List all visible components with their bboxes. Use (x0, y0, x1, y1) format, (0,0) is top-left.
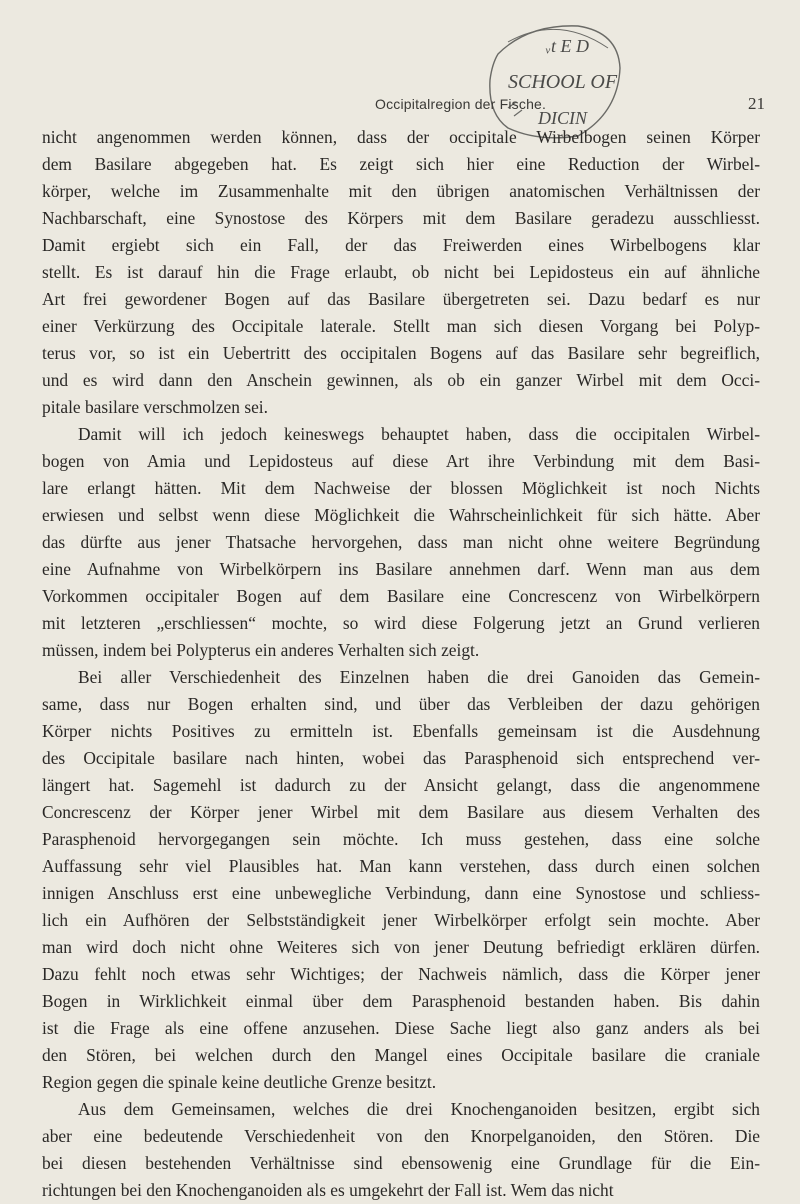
text-line: Concrescenz der Körper jener Wirbel mit dem Basilare aus diesem Verhalten des (42, 802, 760, 822)
text-line: Bei aller Verschiedenheit des Einzelnen haben die drei Ganoiden das Gemein- (78, 667, 760, 687)
stamp-line-3: DICIN (538, 108, 587, 128)
text-line: Körper nichts Positives zu ermitteln ist. Ebenfalls gemeinsam ist die Ausdehnung (42, 721, 760, 741)
text-line: mit letzteren „erschliessen“ mochte, so wird diese Folgerung jetzt an Grund verlieren (42, 613, 760, 633)
paragraph-p3 (42, 664, 760, 1096)
text-line: Dazu fehlt noch etwas sehr Wichtiges; der Nachweis nämlich, dass die Körper jener (42, 964, 760, 984)
text-line: stellt. Es ist darauf hin die Frage erlaubt, ob nicht bei Lepidosteus ein auf ähnliche (42, 262, 760, 282)
text-line: Nachbarschaft, eine Synostose des Körpers mit dem Basilare geradezu ausschliesst. (42, 208, 760, 228)
text-line: richtungen bei den Knochenganoiden als es umgekehrt der Fall ist. Wem das nicht (42, 1180, 614, 1200)
text-line: innigen Anschluss erst eine unbewegliche Verbindung, dann eine Synostose und schliess- (42, 883, 760, 903)
text-line: den Stören, bei welchen durch den Mangel eines Occipitale basilare die craniale (42, 1045, 760, 1065)
text-line: nicht angenommen werden können, dass der occipitale Wirbelbogen seinen Körper (42, 127, 760, 147)
stamp-line-1: ᵥt E D (546, 36, 590, 56)
text-line: lich ein Aufhören der Selbstständigkeit jener Wirbelkörper erfolgt sein mochte. Aber (42, 910, 760, 930)
text-line: Damit ergiebt sich ein Fall, der das Freiwerden eines Wirbelbogens klar (42, 235, 760, 255)
paragraph-p2 (42, 421, 760, 664)
text-line: eine Aufnahme von Wirbelkörpern ins Basilare annehmen darf. Wenn man aus dem (42, 559, 760, 579)
text-line: lare erlangt hätten. Mit dem Nachweise der blossen Möglichkeit ist noch Nichts (42, 478, 760, 498)
text-line: ist die Frage als eine offene anzusehen. Diese Sache liegt also ganz anders als bei (42, 1018, 760, 1038)
text-line: Bogen in Wirklichkeit einmal über dem Parasphenoid bestanden haben. Bis dahin (42, 991, 760, 1011)
text-line: des Occipitale basilare nach hinten, wobei das Parasphenoid sich entsprechend ver- (42, 748, 760, 768)
text-line: bei diesen bestehenden Verhältnisse sind ebensowenig eine Grundlage für die Ein- (42, 1153, 760, 1173)
stamp-line-2: SCHOOL OF (508, 71, 618, 93)
page-number: 21 (748, 94, 765, 113)
text-line: Parasphenoid hervorgegangen sein möchte. Ich muss gestehen, dass eine solche (42, 829, 760, 849)
text-line: bogen von Amia und Lepidosteus auf diese Art ihre Verbindung mit dem Basi- (42, 451, 760, 471)
text-line: Damit will ich jedoch keineswegs behauptet haben, dass die occipitalen Wirbel- (78, 424, 760, 444)
body-text (42, 124, 760, 1204)
text-line: das dürfte aus jener Thatsache hervorgehen, dass man nicht ohne weitere Begründung (42, 532, 760, 552)
text-line: und es wird dann den Anschein gewinnen, als ob ein ganzer Wirbel mit dem Occi- (42, 370, 760, 390)
paragraph-p1 (42, 124, 760, 421)
text-line: körper, welche im Zusammenhalte mit den übrigen anatomischen Verhältnissen der (42, 181, 760, 201)
text-line: man wird doch nicht ohne Weiteres sich von jener Deutung befriedigt erklären dürfen. (42, 937, 760, 957)
text-line: terus vor, so ist ein Uebertritt des occipitalen Bogens auf das Basilare sehr begreiflich, (42, 343, 760, 363)
running-head: Occipitalregion der Fische. (375, 96, 547, 112)
text-line: pitale basilare verschmolzen sei. (42, 397, 268, 417)
text-line: einer Verkürzung des Occipitale laterale. Stellt man sich diesen Vorgang bei Polyp- (42, 316, 760, 336)
text-line: Aus dem Gemeinsamen, welches die drei Knochenganoiden besitzen, ergibt sich (78, 1099, 760, 1119)
text-line: erwiesen und selbst wenn diese Möglichkeit die Wahrscheinlichkeit für sich hätte. Aber (42, 505, 760, 525)
text-line: aber eine bedeutende Verschiedenheit von den Knorpelganoiden, den Stören. Die (42, 1126, 760, 1146)
text-line: Auffassung sehr viel Plausibles hat. Man kann verstehen, dass durch einen solchen (42, 856, 760, 876)
paragraph-p4 (42, 1096, 760, 1204)
text-line: Art frei gewordener Bogen auf das Basilare übergetreten sei. Dazu bedarf es nur (42, 289, 760, 309)
text-line: längert hat. Sagemehl ist dadurch zu der Ansicht gelangt, dass die angenommene (42, 775, 760, 795)
page-header (0, 0, 800, 140)
text-line: same, dass nur Bogen erhalten sind, und über das Verbleiben der dazu gehörigen (42, 694, 760, 714)
text-line: Vorkommen occipitaler Bogen auf dem Basilare eine Concrescenz von Wirbelkörpern (42, 586, 760, 606)
text-line: dem Basilare abgegeben hat. Es zeigt sich hier eine Reduction der Wirbel- (42, 154, 760, 174)
text-line: müssen, indem bei Polypterus ein anderes Verhalten sich zeigt. (42, 640, 480, 660)
text-line: Region gegen die spinale keine deutliche Grenze besitzt. (42, 1072, 437, 1092)
